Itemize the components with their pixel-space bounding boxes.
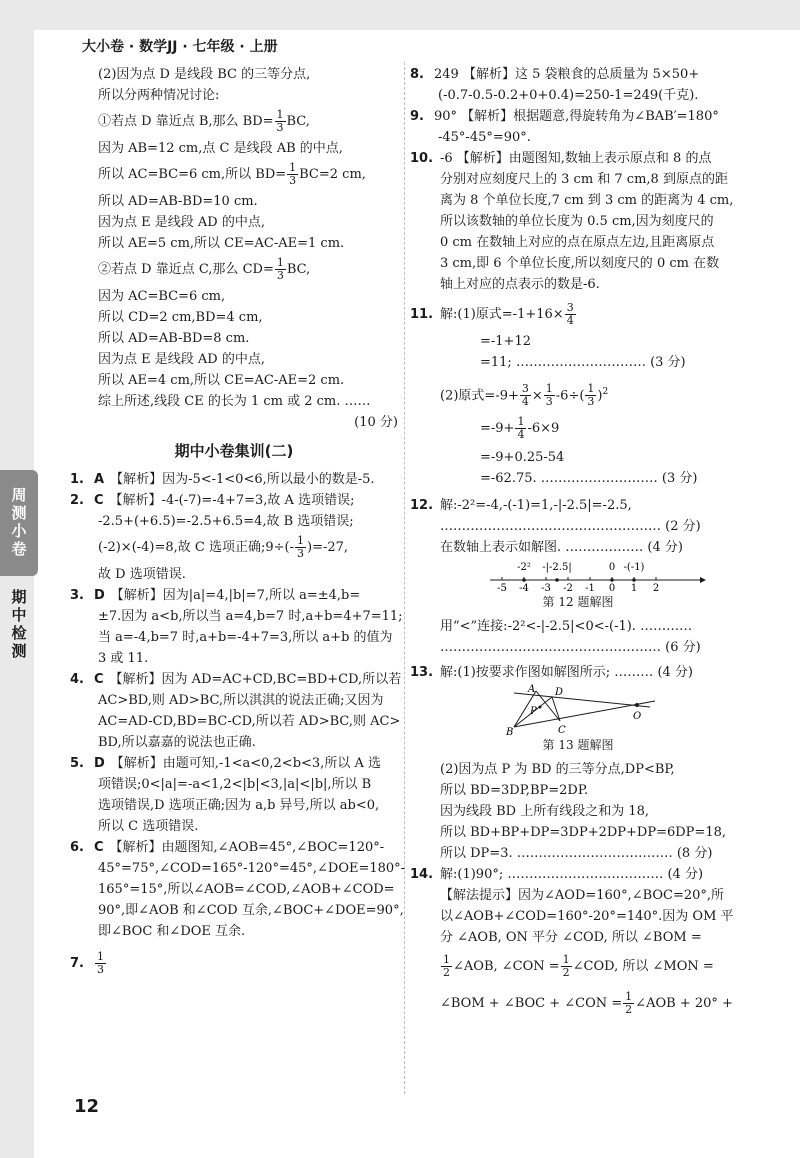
text-line: 因为 AB=12 cm,点 C 是线段 AB 的中点, — [98, 141, 343, 156]
text-line: 综上所述,线段 CE 的长为 1 cm 或 2 cm. …… — [98, 394, 371, 409]
text-line: 故 D 选项错误. — [98, 567, 186, 582]
number-line-point — [610, 578, 614, 582]
fraction: $\frac{1}{3}$ — [276, 108, 284, 134]
text-line: 0 cm 在数轴上对应的点在原点左边,且距离原点 — [440, 235, 715, 250]
segment-AO — [514, 693, 650, 707]
text-line: ∠BOM + ∠BOC + ∠CON = $\frac{1}{2}$ ∠AOB + 20° + — [440, 990, 733, 1016]
label-P: P — [530, 706, 537, 717]
text-line: =-9+0.25-54 — [480, 450, 565, 465]
text-line: (2)因为点 P 为 BD 的三等分点,DP<BP, — [440, 762, 675, 777]
number-line-point-label: 0 — [608, 562, 616, 573]
page-number: 12 — [74, 1096, 100, 1117]
text-line: (-0.7-0.5-0.2+0+0.4)=250-1=249(千克). — [438, 88, 699, 103]
text-line: (-2)×(-4)=8,故 C 选项正确;9÷(- $\frac{1}{3}$ )=-27, — [98, 534, 349, 560]
text-line: AC=AD-CD,BD=BC-CD,所以若 AD>BC,则 AC> — [98, 714, 401, 729]
text-line: =11; ………………………… (3 分) — [480, 355, 686, 370]
question-10: 10. -6 【解析】由题图知,数轴上表示原点和 8 的点 — [410, 151, 712, 166]
text-line: 项错误;0<|a|=-a<1,2<|b|<3,|a|<|b|,所以 B — [98, 777, 372, 792]
text-line: 3 cm,即 6 个单位长度,所以刻度尺的 0 cm 在数 — [440, 256, 720, 271]
number-line-figure — [410, 558, 746, 592]
text: BC, — [286, 114, 310, 129]
fraction: $\frac{1}{3}$ — [545, 382, 553, 409]
fraction: $\frac{3}{4}$ — [521, 382, 529, 409]
text-line — [70, 106, 398, 138]
number-line-point-label: -|-2.5| — [542, 562, 572, 573]
text-line: -45°-45°=90°. — [438, 130, 531, 145]
text-line: (2)原式=-9+ $\frac{3}{4}$ × $\frac{1}{3}$ -6÷( $\frac{1}{3}$ )$^2$ — [440, 382, 609, 409]
number-line-svg — [410, 558, 746, 592]
text-line: 当 a=-4,b=7 时,a+b=-4+7=3,所以 a+b 的值为 — [98, 630, 393, 645]
fraction: $\frac{1}{3}$ — [97, 950, 104, 976]
text-line: 选项错误,D 选项正确;因为 a,b 异号,所以 ab<0, — [98, 798, 380, 813]
text-line: 所以 AE=5 cm,所以 CE=AC-AE=1 cm. — [98, 236, 345, 251]
text-line: (2)因为点 D 是线段 BC 的三等分点, — [98, 67, 311, 82]
text: 所以 AC=BC=6 cm,所以 BD= — [98, 167, 287, 182]
question-6: 6. C 【解析】由题图知,∠AOB=45°,∠BOC=120°- — [70, 840, 385, 855]
label-D: D — [555, 687, 564, 698]
score: (10 分) — [354, 415, 398, 430]
figure-caption: 第 12 题解图 — [542, 595, 614, 609]
label-A: A — [528, 684, 536, 695]
text-line: 所以分两种情况讨论: — [98, 88, 220, 103]
number-line-point — [555, 578, 559, 582]
text-line: 因为线段 BD 上所有线段之和为 18, — [440, 804, 650, 819]
text-line: 离为 8 个单位长度,7 cm 到 3 cm 的距离为 4 cm, — [440, 193, 734, 208]
page-header: 大小卷 · 数学JJ · 七年级 · 上册 — [82, 39, 278, 55]
text-line: 45°=75°,∠COD=165°-120°=45°,∠DOE=180°- — [98, 861, 406, 876]
figure-caption: 第 13 题解图 — [542, 738, 614, 752]
text: ①若点 D 靠近点 B,那么 BD= — [98, 114, 274, 129]
number-line-tick-label: -3 — [541, 583, 551, 592]
text-line: BD,所以嘉嘉的说法也正确. — [98, 735, 256, 750]
number-line-point — [522, 578, 526, 582]
point-P — [539, 706, 542, 709]
text-line: 90°,即∠AOB 和∠COD 互余,∠BOC+∠DOE=90°, — [98, 903, 404, 918]
text-line: =-62.75. ……………………… (3 分) — [480, 471, 698, 486]
text-line: …………………………………………… (6 分) — [440, 640, 701, 655]
text-line: $\frac{1}{2}$ ∠AOB, ∠CON = $\frac{1}{2}$ ∠COD, 所以 ∠MON = — [443, 953, 714, 979]
label-C: C — [558, 725, 566, 735]
text-line: 所以 DP=3. ……………………………… (8 分) — [440, 846, 713, 861]
question-12: 12. 解:-2²=-4,-(-1)=1,-|-2.5|=-2.5, — [410, 498, 632, 513]
column-divider — [404, 62, 405, 1094]
label-O: O — [633, 711, 642, 722]
text-line: 【解法提示】因为∠AOD=160°,∠BOC=20°,所 — [440, 888, 725, 903]
fraction: $\frac{1}{2}$ — [443, 953, 450, 979]
question-8: 8. 249 【解析】这 5 袋粮食的总质量为 5×50+ — [410, 67, 700, 82]
question-1: 1. A 【解析】因为-5<-1<0<6,所以最小的数是-5. — [70, 472, 375, 487]
text-line: =-1+12 — [480, 334, 531, 349]
question-7: 7. $\frac{1}{3}$ — [70, 950, 104, 976]
text-line: ±7.因为 a<b,所以当 a=4,b=7 时,a+b=4+7=11; — [98, 609, 403, 624]
text-line — [70, 159, 398, 191]
fraction: $\frac{1}{4}$ — [517, 415, 525, 441]
text-line: 所以 AD=AB-BD=10 cm. — [98, 194, 258, 209]
text-line: 所以 C 选项错误. — [98, 819, 199, 834]
question-14: 14. 解:(1)90°; ……………………………… (4 分) — [410, 867, 704, 882]
question-2: 2. C 【解析】-4-(-7)=-4+7=3,故 A 选项错误; — [70, 493, 355, 508]
text: BC=2 cm, — [299, 167, 366, 182]
text-line: …………………………………………… (2 分) — [440, 519, 701, 534]
text-line: 以∠AOB+∠COD=160°-20°=140°.因为 OM 平 — [440, 909, 734, 924]
side-tab-sub-label: 期中检测 — [11, 588, 27, 660]
left-column — [70, 64, 406, 980]
text-line: 轴上对应的点表示的数是-6. — [440, 277, 600, 292]
number-line-tick-label: -5 — [497, 583, 507, 592]
fraction: $\frac{1}{2}$ — [625, 990, 633, 1016]
text-line: 在数轴上表示如解图. ……………… (4 分) — [440, 540, 683, 555]
label-B: B — [506, 727, 514, 735]
number-line-tick-label: -2 — [563, 583, 573, 592]
geometry-figure — [410, 683, 746, 735]
number-line-tick-label: 0 — [608, 583, 616, 592]
text-line: 所以 BD=3DP,BP=2DP. — [440, 783, 589, 798]
fraction: $\frac{1}{3}$ — [297, 534, 305, 560]
text-line: AC>BD,则 AD>BC,所以淇淇的说法正确;又因为 — [98, 693, 384, 708]
text-line: 所以 AD=AB-BD=8 cm. — [98, 331, 250, 346]
question-3: 3. D 【解析】因为|a|=4,|b|=7,所以 a=±4,b= — [70, 588, 361, 603]
number-line-tick-label: 1 — [630, 583, 638, 592]
question-11: 11. 解:(1)原式=-1+16× $\frac{3}{4}$ — [410, 301, 574, 327]
fraction: $\frac{1}{3}$ — [276, 256, 284, 282]
text-line — [70, 254, 398, 286]
segment-DC — [552, 697, 560, 721]
right-column — [410, 64, 746, 1022]
question-5: 5. D 【解析】由题可知,-1<a<0,2<b<3,所以 A 选 — [70, 756, 381, 771]
question-9: 9. 90° 【解析】根据题意,得旋转角为∠BAB′=180° — [410, 109, 719, 124]
text-line: 所以 CD=2 cm,BD=4 cm, — [98, 310, 263, 325]
text-line: 因为点 E 是线段 AD 的中点, — [98, 215, 265, 230]
text: BC, — [286, 262, 311, 277]
text-line: -2.5+(+6.5)=-2.5+6.5=4,故 B 选项错误; — [98, 514, 354, 529]
number-line-point-label: -(-1) — [623, 562, 645, 573]
number-line-tick-label: 2 — [652, 583, 660, 592]
text-line: 因为点 E 是线段 AD 的中点, — [98, 352, 265, 367]
text-line: 3 或 11. — [98, 651, 149, 666]
text-line: 用“<”连接:-2²<-|-2.5|<0<-(-1). ………… — [440, 619, 693, 634]
number-line-tick-label: -1 — [585, 583, 595, 592]
number-line-tick-label: -4 — [519, 583, 529, 592]
arrow-head — [700, 577, 706, 583]
text-line: 所以 AE=4 cm,所以 CE=AC-AE=2 cm. — [98, 373, 345, 388]
number-line-point-label: -2² — [517, 562, 531, 573]
question-13: 13. 解:(1)按要求作图如解图所示; ……… (4 分) — [410, 665, 693, 680]
fraction: $\frac{3}{4}$ — [566, 301, 574, 327]
section-title: 期中小卷集训(二) — [174, 442, 294, 460]
side-tab — [0, 470, 38, 576]
text-line: 即∠BOC 和∠DOE 互余. — [98, 924, 246, 939]
number-line-point — [632, 578, 636, 582]
question-4: 4. C 【解析】因为 AD=AC+CD,BC=BD+CD,所以若 — [70, 672, 402, 687]
point-O — [635, 703, 639, 707]
text-line: 所以 BD+BP+DP=3DP+2DP+DP=6DP=18, — [440, 825, 726, 840]
fraction: $\frac{1}{2}$ — [562, 953, 570, 979]
text-line: 所以该数轴的单位长度为 0.5 cm,因为刻度尺的 — [440, 214, 714, 229]
fraction: $\frac{1}{3}$ — [289, 161, 297, 187]
text: ②若点 D 靠近点 C,那么 CD= — [98, 262, 274, 277]
geometry-svg — [410, 683, 746, 735]
text-line: =-9+ $\frac{1}{4}$ -6×9 — [480, 415, 560, 441]
fraction: $\frac{1}{3}$ — [587, 382, 595, 409]
side-tab-label: 周测小卷 — [11, 486, 27, 558]
text-line: 分 ∠AOB, ON 平分 ∠COD, 所以 ∠BOM = — [440, 930, 702, 945]
text-line: 165°=15°,所以∠AOB=∠COD,∠AOB+∠COD= — [98, 882, 395, 897]
text-line: 分别对应刻度尺上的 3 cm 和 7 cm,8 到原点的距 — [440, 172, 728, 187]
text-line: 因为 AC=BC=6 cm, — [98, 289, 226, 304]
